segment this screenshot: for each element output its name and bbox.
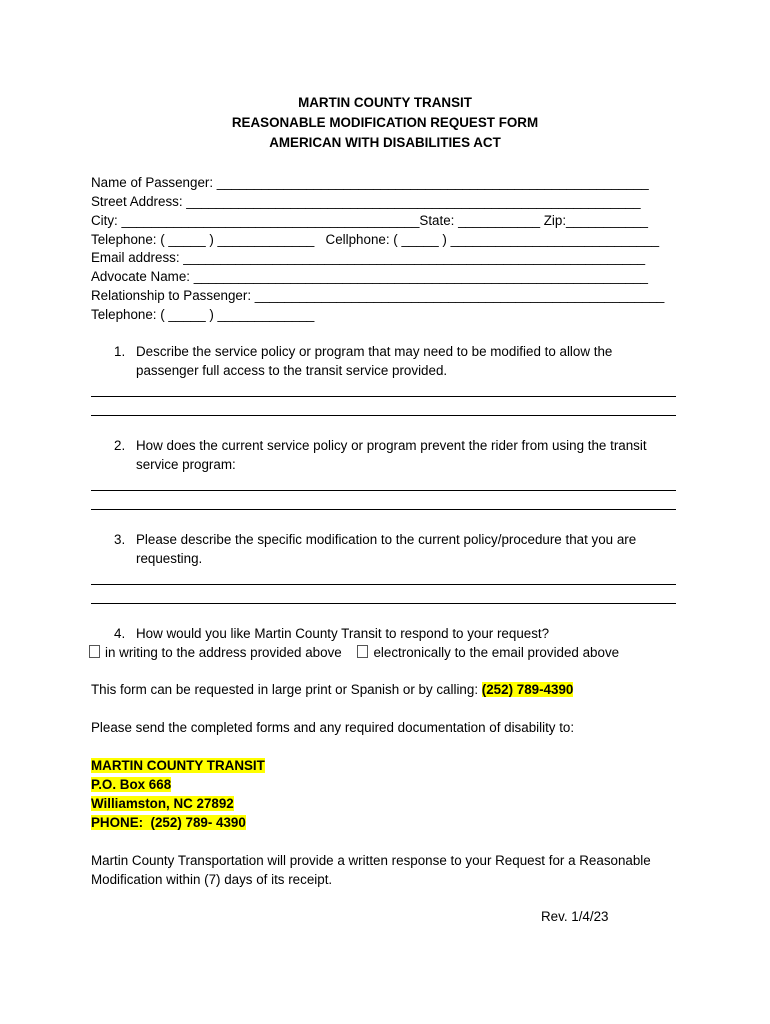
passenger-name-field[interactable]: Name of Passenger: __________________________________________________________ — [91, 175, 649, 190]
question-1-text: Describe the service policy or program that may need to be modified to allow the passenger full access to the transit service provided. — [136, 344, 613, 378]
question-1-number: 1. — [114, 344, 126, 359]
writing-checkbox-icon[interactable] — [89, 645, 100, 658]
act-title: AMERICAN WITH DISABILITIES ACT — [269, 135, 501, 150]
address-agency: MARTIN COUNTY TRANSIT — [91, 758, 265, 773]
address-phone: PHONE: (252) 789- 4390 — [91, 815, 246, 830]
address-city: Williamston, NC 27892 — [91, 796, 234, 811]
large-print-text: This form can be requested in large print or Spanish or by calling: — [91, 682, 482, 697]
city-state-zip-field[interactable]: City: ________________________________________State: ___________ Zip:___________ — [91, 213, 648, 228]
response-options — [89, 644, 619, 661]
telephone-cellphone-field[interactable]: Telephone: ( _____ ) _____________ Cellphone: ( _____ ) ____________________________ — [91, 232, 660, 247]
question-4-text: How would you like Martin County Transit to respond to your request? — [136, 626, 550, 641]
advocate-telephone-field[interactable]: Telephone: ( _____ ) _____________ — [91, 307, 315, 322]
response-statement: Martin County Transportation will provide a written response to your Request for a Reasonable Modification within (7) days of its receipt. — [91, 853, 651, 887]
request-phone: (252) 789-4390 — [481, 682, 574, 697]
form-title: REASONABLE MODIFICATION REQUEST FORM — [231, 115, 539, 130]
answer-2-line-2[interactable] — [91, 509, 676, 510]
agency-title: MARTIN COUNTY TRANSIT — [298, 95, 472, 110]
advocate-name-field[interactable]: Advocate Name: _____________________________________________________________ — [91, 269, 648, 284]
option-electronic-label: electronically to the email provided above — [373, 645, 620, 660]
option-writing-label: in writing to the address provided above — [105, 645, 342, 660]
street-address-field[interactable]: Street Address: _____________________________________________________________ — [91, 194, 641, 209]
answer-1-line-2[interactable] — [91, 415, 676, 416]
question-4-number: 4. — [114, 626, 126, 641]
address-po-box: P.O. Box 668 — [91, 777, 172, 792]
large-print-notice — [91, 681, 573, 698]
answer-1-line-1[interactable] — [91, 396, 676, 397]
answer-2-line-1[interactable] — [91, 490, 676, 491]
question-2-text: How does the current service policy or program prevent the rider from using the transit service program: — [136, 438, 647, 472]
relationship-field[interactable]: Relationship to Passenger: _______________________________________________________ — [91, 288, 665, 303]
send-instructions: Please send the completed forms and any required documentation of disability to: — [91, 720, 575, 735]
revision-date: Rev. 1/4/23 — [541, 909, 609, 924]
question-2-number: 2. — [114, 438, 126, 453]
electronic-checkbox-icon[interactable] — [357, 645, 368, 658]
answer-3-line-2[interactable] — [91, 603, 676, 604]
question-3-number: 3. — [114, 532, 126, 547]
answer-3-line-1[interactable] — [91, 584, 676, 585]
question-3-text: Please describe the specific modification to the current policy/procedure that you are requesting. — [136, 532, 637, 566]
email-address-field[interactable]: Email address: ______________________________________________________________ — [91, 250, 646, 265]
